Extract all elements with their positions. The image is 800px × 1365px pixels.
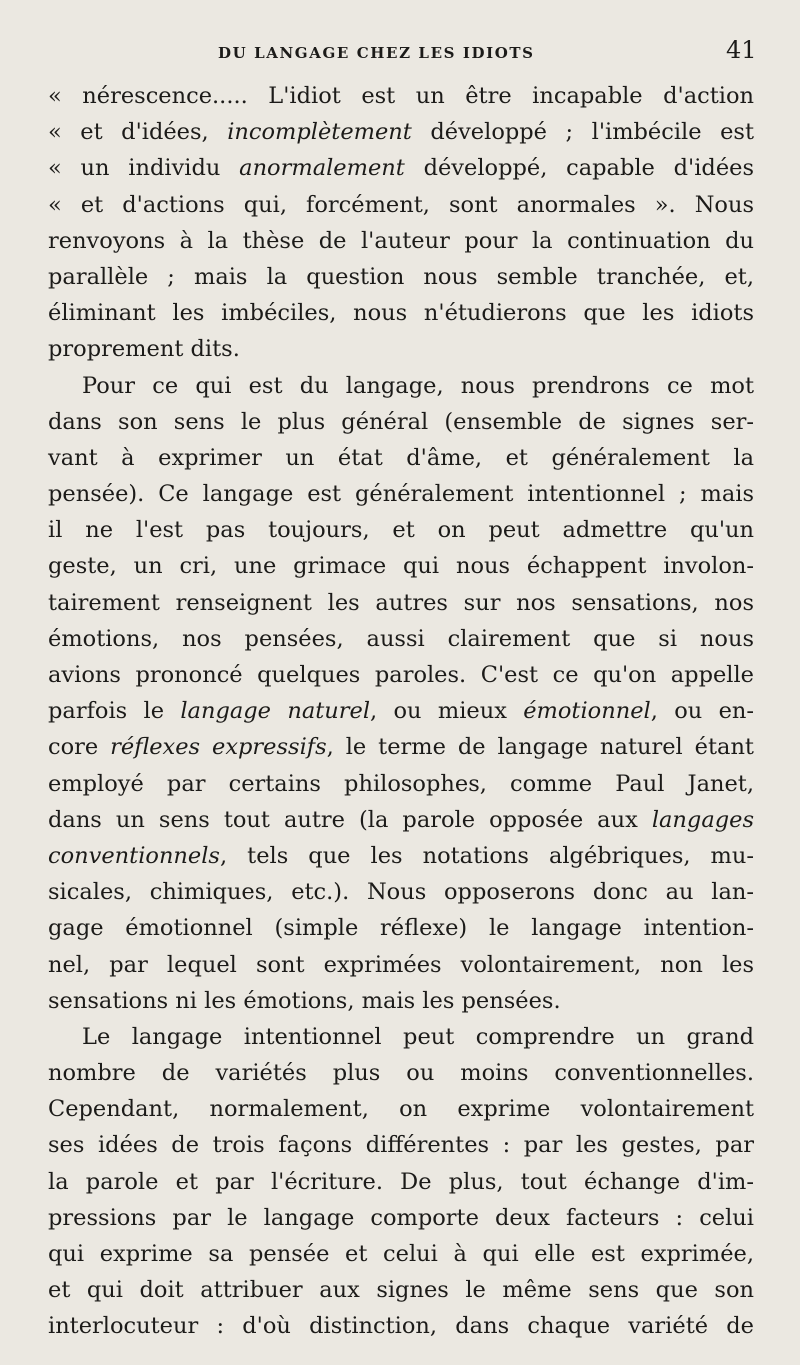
text-line: employé par certains philosophes, comme Paul Janet, [48,770,754,797]
text-line: pensée). Ce langage est généralement intentionnel ; mais [48,481,754,508]
text-line: interlocuteur : d'où distinction, dans chaque variété de [48,1313,754,1340]
text-line: tairement renseignent les autres sur nos sensations, nos [48,589,754,616]
running-title: DU LANGAGE CHEZ LES IDIOTS [218,44,535,62]
text-line: geste, un cri, une grimace qui nous échappent involon- [48,553,754,580]
text-line: nombre de variétés plus ou moins conventionnelles. [48,1060,754,1087]
paragraph-start-line: Pour ce qui est du langage, nous prendrons ce mot [82,372,754,399]
text-line: qui exprime sa pensée et celui à qui elle est exprimée, [48,1241,754,1267]
text-line: parallèle ; mais la question nous semble tranchée, et, [48,263,754,290]
text-line: dans un sens tout autre (la parole opposée aux langages [48,806,754,833]
text-line: parfois le langage naturel, ou mieux émotionnel, ou en- [48,698,754,725]
text-line: avions prononcé quelques paroles. C'est ce qu'on appelle [48,662,754,688]
text-line: « et d'idées, incomplètement développé ; l'imbécile est [48,119,754,146]
text-line: il ne l'est pas toujours, et on peut admettre qu'un [48,517,754,544]
text-line: « un individu anormalement développé, capable d'idées [48,155,754,182]
paragraph-start-line: Le langage intentionnel peut comprendre un grand [82,1023,754,1050]
text-line: sensations ni les émotions, mais les pensées. [48,987,561,1014]
text-line: proprement dits. [48,336,240,363]
text-line: éliminant les imbéciles, nous n'étudierons que les idiots [48,300,754,327]
text-line: « nérescence..... L'idiot est un être incapable d'action [48,83,754,109]
text-line: nel, par lequel sont exprimées volontairement, non les [48,951,754,978]
text-line: « et d'actions qui, forcément, sont anormales ». Nous [48,191,754,218]
text-line: pressions par le langage comporte deux facteurs : celui [48,1204,754,1231]
text-line: renvoyons à la thèse de l'auteur pour la continuation du [48,227,754,254]
text-line: vant à exprimer un état d'âme, et généralement la [48,444,754,471]
text-line: émotions, nos pensées, aussi clairement que si nous [48,625,754,652]
page-number: 41 [726,36,757,64]
text-line: conventionnels, tels que les notations algébriques, mu- [48,842,754,869]
body-text [48,78,754,1345]
text-line: dans son sens le plus général (ensemble de signes ser- [48,408,754,435]
text-line: et qui doit attribuer aux signes le même sens que son [48,1277,754,1304]
text-line: ses idées de trois façons différentes : par les gestes, par [48,1132,754,1159]
text-line: sicales, chimiques, etc.). Nous opposerons donc au lan- [48,879,754,906]
text-line: gage émotionnel (simple réflexe) le langage intention- [48,915,754,942]
text-line: la parole et par l'écriture. De plus, tout échange d'im- [48,1168,754,1195]
running-head [0,34,800,70]
text-line: core réflexes expressifs, le terme de langage naturel étant [48,734,754,761]
text-line: Cependant, normalement, on exprime volontairement [48,1096,754,1123]
